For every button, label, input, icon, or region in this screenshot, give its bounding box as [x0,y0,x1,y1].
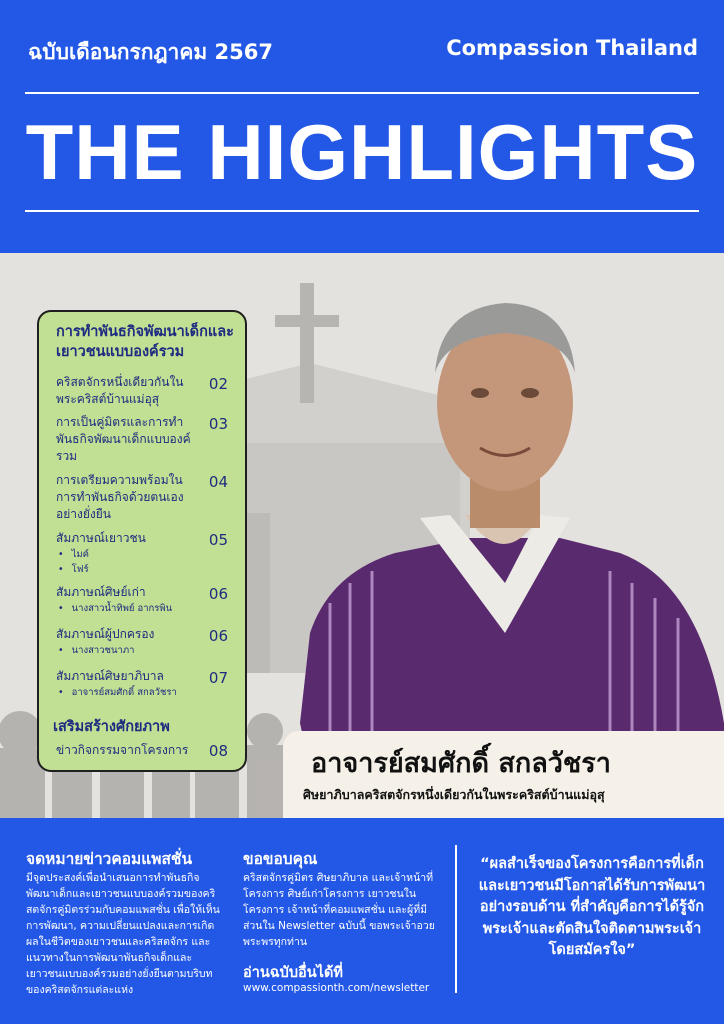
toc-item[interactable] [56,626,236,658]
toc-item-page: 06 [208,585,228,603]
toc-item[interactable] [56,374,236,408]
name-plate [283,731,724,818]
person-name: อาจารย์สมศักดิ์ สกลวัชรา [311,748,611,779]
toc-item-label: สัมภาษณ์ศิษยาภิบาล [56,669,164,683]
toc-item-label: สัมภาษณ์ศิษย์เก่า [56,585,146,599]
toc-item-page: 07 [208,669,228,687]
toc-item[interactable] [56,530,236,577]
footer-divider [455,845,457,993]
toc-section-heading: เสริมสร้างศักยภาพ [53,719,170,735]
toc-sub-item: • นางสาวชนาภา [56,643,236,658]
organization-name: Compassion Thailand [446,36,698,60]
newsletter-link[interactable]: www.compassionth.com/newsletter [243,982,430,994]
toc-item-label: สัมภาษณ์เยาวชน [56,531,146,545]
about-heading: จดหมายข่าวคอมแพสชั่น [26,850,193,868]
toc-item[interactable] [56,668,236,700]
person-role: ศิษยาภิบาลคริสตจักรหนึ่งเดียวกันในพระคริสต์บ้านแม่อุสุ [303,787,605,802]
toc-item-label: การเตรียมความพร้อมในการทำพันธกิจด้วยตนเองอย่างยั่งยืน [56,473,184,521]
toc-item[interactable] [56,584,236,616]
about-body: มีจุดประสงค์เพื่อนำเสนอการทำพันธกิจพัฒนาเด็กและเยาวชนแบบองค์รวมของคริสตจักรคู่มิตรร่วมกับคอมแพสชั่น เพื่อให้เห็นการพัฒนา, ความเปลี่ยนแปลงและการเกิดผลในชีวิตของเยาวชนและคริสตจักร และแนวทางในการพัฒนาพันธกิจเด็กและเยาวชนแบบองค์รวมอย่างยั่งยืนตามบริบทของคริสตจักรแต่ละแห่ง [26,872,220,996]
pull-quote: “ผลสำเร็จของโครงการคือการที่เด็กและเยาวชนมีโอกาสได้รับการพัฒนาอย่างรอบด้าน ที่สำคัญคือการได้รู้จักพระเจ้าและตัดสินใจติดตามพระเจ้าโดยสมัครใจ” [478,856,706,958]
toc-heading: การทำพันธกิจพัฒนาเด็กและเยาวชนแบบองค์รวม [56,324,234,360]
toc-item-page: 02 [208,375,228,393]
header-rule-top [25,92,699,94]
toc-item-label: สัมภาษณ์ผู้ปกครอง [56,627,155,641]
read-more-heading: อ่านฉบับอื่นได้ที่ [243,965,343,981]
thanks-heading: ขอขอบคุณ [243,850,318,868]
toc-item-label: คริสตจักรหนึ่งเดียวกันในพระคริสต์บ้านแม่อุสุ [56,375,184,406]
thanks-body: คริสตจักรคู่มิตร ศิษยาภิบาล และเจ้าหน้าที่โครงการ ศิษย์เก่าโครงการ เยาวชนในโครงการ เจ้าหน้าที่คอมแพสชั่น และผู้ที่มีส่วนใน Newsletter ฉบับนี้ ขอพระเจ้าอวยพระพรทุกท่าน [243,872,435,948]
toc-item-page: 03 [208,415,228,433]
toc-sub-item: • โฟร์ [56,562,236,577]
toc-item-page: 04 [208,473,228,491]
toc-sub-item: • อาจารย์สมศักดิ์ สกลวัชรา [56,685,236,700]
table-of-contents [37,310,247,772]
toc-item[interactable] [56,472,236,523]
footer [0,818,724,1024]
toc-item-label: ข่าวกิจกรรมจากโครงการ [56,743,189,757]
header [0,0,724,253]
toc-item[interactable] [56,742,236,759]
toc-sub-item: • นางสาวน้ำทิพย์ อากรพิน [56,601,236,616]
toc-item[interactable] [56,414,236,465]
header-rule-bottom [25,210,699,212]
toc-item-page: 05 [208,531,228,549]
toc-item-page: 06 [208,627,228,645]
issue-label: ฉบับเดือนกรกฎาคม 2567 [28,40,273,64]
toc-item-page: 08 [208,742,228,760]
toc-sub-item: • ไมค์ [56,547,236,562]
toc-item-label: การเป็นคู่มิตรและการทำพันธกิจพัฒนาเด็กแบบองค์รวม [56,415,191,463]
page-title: THE HIGHLIGHTS [25,108,699,196]
